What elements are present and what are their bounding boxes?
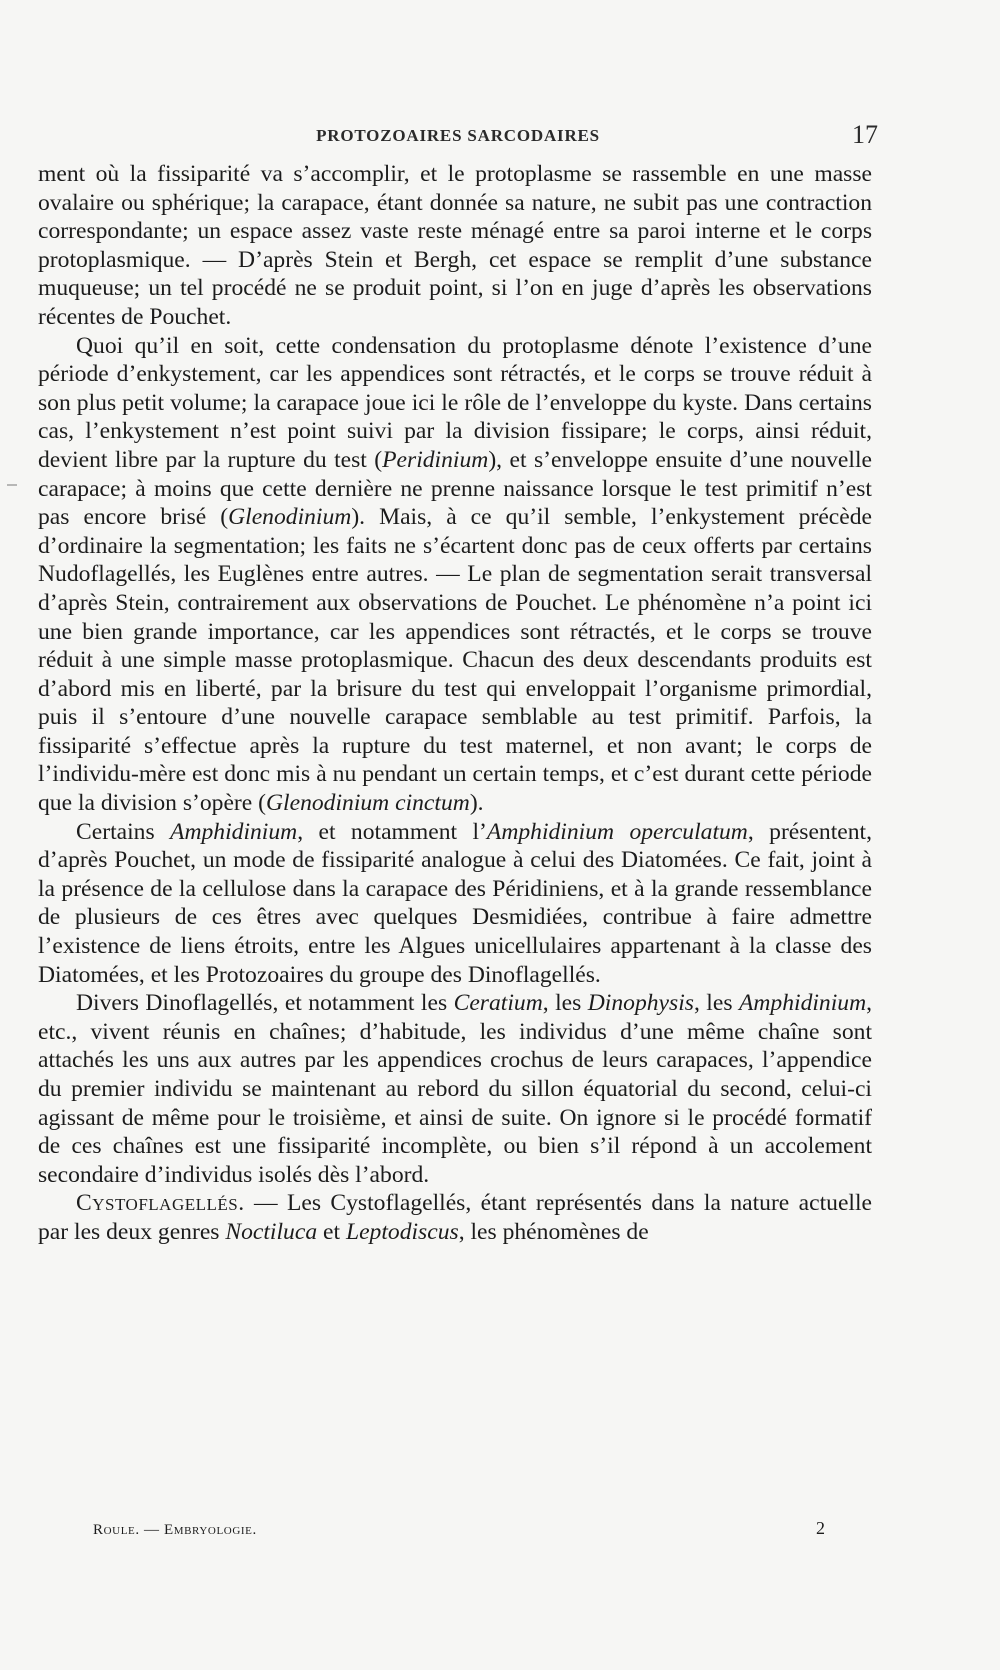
text-run: et bbox=[317, 1218, 346, 1245]
italic-term: Dinophysis bbox=[587, 990, 694, 1017]
footer-author-title: Roule. — Embryologie. bbox=[93, 1522, 257, 1538]
text-run: , et notamment l’ bbox=[297, 818, 487, 845]
italic-term: Leptodiscus bbox=[345, 1218, 459, 1245]
paragraph bbox=[38, 989, 872, 1189]
italic-term: Glenodinium cinctum bbox=[266, 790, 470, 817]
page-footer bbox=[85, 1518, 825, 1548]
italic-term: Noctiluca bbox=[225, 1218, 318, 1245]
paragraph bbox=[38, 160, 872, 332]
page-number: 17 bbox=[852, 120, 878, 149]
body-text bbox=[38, 160, 872, 1247]
margin-mark bbox=[7, 484, 17, 486]
text-run: Quoi qu’il en soit, cette condensation du protoplasme dénote l’existence d’une période d’enkystement, car les appendices sont rétractés, et le corps se trouve réduit à son plus petit volume; la carapace joue ici le rôle de l’enveloppe du kyste. Dans certains cas, l’enkystement n’est point suivi par la division fissipare; le corps, ainsi réduit, devient libre par la rupture du test ( bbox=[38, 332, 872, 473]
italic-term: Amphidinium operculatum bbox=[486, 818, 748, 845]
paragraph bbox=[38, 818, 872, 990]
section-paragraph bbox=[38, 1189, 872, 1246]
italic-term: Amphidinium bbox=[170, 818, 298, 845]
text-run: Certains bbox=[76, 818, 171, 845]
running-head bbox=[38, 120, 878, 150]
text-run: , les bbox=[693, 990, 739, 1017]
text-run: ). Mais, à ce qu’il semble, l’enkystement précède d’ordinaire la segmentation; les faits ne s’écartent donc pas de ceux offerts par certains Nudoflagellés, les Euglènes entre autres. — Le plan de segmentation serait transversal d’après Stein, contrairement aux observations de Pouchet. Le phénomène n’a point ici une bien grande importance, car les appendices sont rétractés, et le corps se trouve réduit à une simple masse protoplasmique. Chacun des deux descendants produits est d’abord mis en liberté, par la brisure du test qui enveloppait l’organisme primordial, puis il s’entoure d’une nouvelle carapace semblable au test primitif. Parfois, la fissiparité s’effectue après la rupture du test maternel, et non avant; le corps de l’individu-mère est donc mis à nu pendant un certain temps, et c’est durant cette période que la division s’opère ( bbox=[38, 504, 872, 817]
paragraph bbox=[38, 332, 872, 818]
text-run: , présentent, d’après Pouchet, un mode de fissiparité analogue à celui des Diatomées. Ce fait, joint à la présence de la cellulose dans la carapace des Péridiniens, et à la grande ressemblance de plusieurs de ces êtres avec quelques Desmidiées, contribue à faire admettre l’existence de liens étroits, entre les Algues unicellulaires appartenant à la classe des Diatomées, et les Protozoaires du groupe des Dinoflagellés. bbox=[38, 818, 873, 988]
running-title: PROTOZOAIRES SARCODAIRES bbox=[316, 126, 600, 145]
text-run: — Les Cystoflagellés, étant représentés dans la nature actuelle par les deux genres bbox=[38, 1190, 872, 1245]
signature-mark: 2 bbox=[816, 1518, 825, 1538]
text-run: ment où la fissiparité va s’accomplir, et le protoplasme se rassemble en une masse ovalaire ou sphérique; la carapace, étant donnée sa nature, ne subit pas une contraction correspondante; un espace assez vaste reste ménagé entre sa paroi interne et le corps protoplasmique. — D’après Stein et Bergh, cet espace se remplit d’une substance muqueuse; un tel procédé ne se produit point, si l’on en juge d’après les observations récentes de Pouchet. bbox=[38, 161, 872, 330]
text-run: Divers Dinoflagellés, et notamment les bbox=[76, 990, 454, 1017]
text-run: , etc., vivent réunis en chaînes; d’habitude, les individus d’une même chaîne sont attachés les uns aux autres par les appendices crochus de leurs carapaces, l’appendice du premier individu se maintenant au rebord du sillon équatorial du second, celui-ci agissant de même pour le troisième, et ainsi de suite. On ignore si le procédé formatif de ces chaînes est une fissiparité incomplète, ou bien s’il répond à un accolement secondaire d’individus isolés dès l’abord. bbox=[38, 990, 873, 1188]
text-run: , les bbox=[542, 990, 588, 1017]
italic-term: Glenodinium bbox=[228, 504, 352, 531]
italic-term: Amphidinium bbox=[738, 990, 867, 1017]
italic-term: Ceratium bbox=[453, 990, 543, 1017]
text-run: ). bbox=[469, 790, 484, 817]
italic-term: Peridinium bbox=[382, 446, 489, 473]
section-heading: Cystoflagellés. bbox=[76, 1190, 245, 1217]
text-run: ), et s’enveloppe ensuite d’une nouvelle carapace; à moins que cette dernière ne prenne naissance lorsque le test primitif n’est pas encore brisé ( bbox=[38, 446, 872, 531]
text-run: , les phénomènes de bbox=[458, 1218, 649, 1245]
